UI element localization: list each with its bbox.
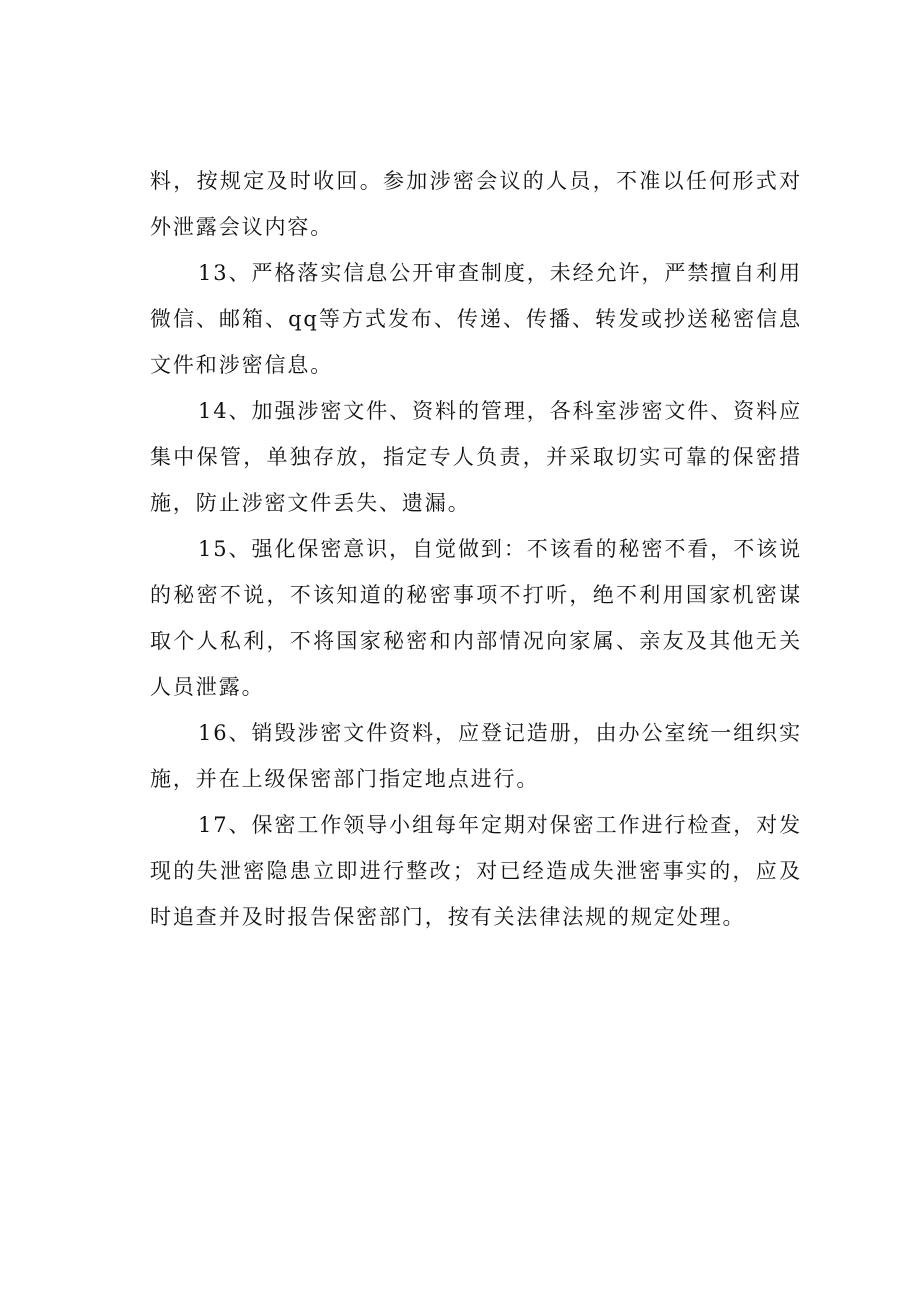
paragraph-item-13: 13、严格落实信息公开审查制度，未经允许，严禁擅自利用微信、邮箱、qq等方式发布、传递、传播、转发或抄送秘密信息文件和涉密信息。 bbox=[150, 261, 802, 377]
document-body bbox=[150, 158, 802, 940]
paragraph-item-16: 16、销毁涉密文件资料，应登记造册，由办公室统一组织实施，并在上级保密部门指定地点进行。 bbox=[150, 721, 802, 791]
paragraph-item-17: 17、保密工作领导小组每年定期对保密工作进行检查，对发现的失泄密隐患立即进行整改；对已经造成失泄密事实的，应及时追查并及时报告保密部门，按有关法律法规的规定处理。 bbox=[150, 813, 802, 929]
paragraph-continuation: 料，按规定及时收回。参加涉密会议的人员，不准以任何形式对外泄露会议内容。 bbox=[150, 169, 802, 239]
paragraph-item-15: 15、强化保密意识，自觉做到：不该看的秘密不看，不该说的秘密不说，不该知道的秘密事项不打听，绝不利用国家机密谋取个人私利，不将国家秘密和内部情况向家属、亲友及其他无关人员泄露。 bbox=[150, 537, 802, 699]
paragraph-item-14: 14、加强涉密文件、资料的管理，各科室涉密文件、资料应集中保管，单独存放，指定专人负责，并采取切实可靠的保密措施，防止涉密文件丢失、遗漏。 bbox=[150, 399, 802, 515]
